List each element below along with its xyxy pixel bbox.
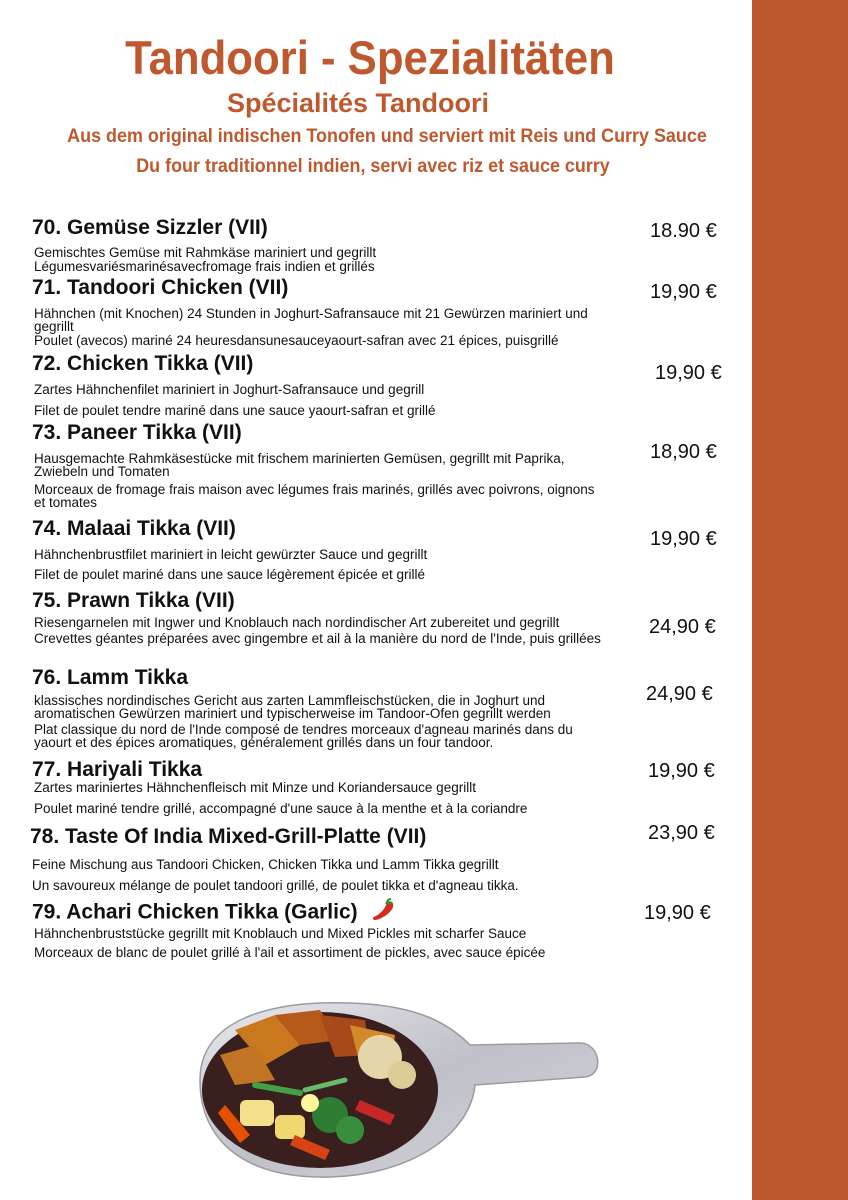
menu-item-price: 24,90 € bbox=[646, 683, 713, 705]
menu-item-name: 76. Lamm Tikka bbox=[32, 666, 189, 689]
tagline-french: Du four traditionnel indien, servi avec riz et sauce curry bbox=[136, 155, 610, 177]
menu-item-name bbox=[32, 898, 396, 928]
menu-item-price: 19,90 € bbox=[650, 281, 717, 303]
menu-item-desc-fr: Morceaux de fromage frais maison avec légumes frais marinés, grillés avec poivrons, oignons et tomates bbox=[34, 482, 595, 510]
menu-item-desc-fr: Légumesvariésmarinésavecfromage frais indien et grillés bbox=[34, 259, 375, 274]
menu-item-desc-de: Gemischtes Gemüse mit Rahmkäse mariniert und gegrillt bbox=[34, 245, 377, 260]
menu-item-price: 23,90 € bbox=[648, 822, 715, 844]
menu-item-price: 18,90 € bbox=[650, 441, 717, 463]
menu-item-desc-de: Hähnchenbrustfilet mariniert in leicht gewürzter Sauce und gegrillt bbox=[34, 547, 428, 562]
menu-item-desc-de: Zartes Hähnchenfilet mariniert in Joghurt-Safransauce und gegrill bbox=[34, 382, 425, 397]
menu-item-name: 73. Paneer Tikka (VII) bbox=[32, 421, 242, 444]
page-subtitle: Spécialités Tandoori bbox=[226, 88, 490, 118]
menu-item-desc-fr: Filet de poulet tendre mariné dans une sauce yaourt-safran et grillé bbox=[34, 403, 436, 418]
menu-item-desc-fr: Plat classique du nord de l'Inde composé de tendres morceaux d'agneau marinés dans du yaourt et des épices aromatiques, généralement grillés dans un four tandoor. bbox=[34, 722, 573, 750]
menu-item-desc-fr: Crevettes géantes préparées avec gingembre et ail à la manière du nord de l'Inde, puis grillées bbox=[34, 631, 601, 646]
menu-item-price: 19,90 € bbox=[648, 760, 715, 782]
menu-item-desc-fr: Poulet (avecos) mariné 24 heuresdansunesauceyaourt-safran avec 21 épices, puisgrillé bbox=[34, 333, 559, 348]
side-accent-bar bbox=[752, 0, 848, 1200]
menu-item-desc-de: Zartes mariniertes Hähnchenfleisch mit Minze und Koriandersauce gegrillt bbox=[34, 780, 476, 795]
menu-item-price: 24,90 € bbox=[649, 616, 716, 638]
menu-item-price: 18.90 € bbox=[650, 220, 717, 242]
menu-item-name: 75. Prawn Tikka (VII) bbox=[32, 589, 235, 612]
page-title: Tandoori - Spezialitäten bbox=[125, 31, 615, 84]
menu-item-desc-de: Riesengarnelen mit Ingwer und Knoblauch nach nordindischer Art zubereitet und gegrillt bbox=[34, 615, 560, 630]
menu-item-name: 77. Hariyali Tikka bbox=[32, 758, 203, 781]
menu-item-desc-fr: Filet de poulet mariné dans une sauce légèrement épicée et grillé bbox=[34, 567, 425, 582]
menu-item-desc-de: Hähnchen (mit Knochen) 24 Stunden in Joghurt-Safransauce mit 21 Gewürzen mariniert und gegrillt bbox=[34, 306, 588, 334]
menu-item-desc-fr: Morceaux de blanc de poulet grillé à l'ail et assortiment de pickles, avec sauce épicée bbox=[34, 945, 546, 960]
menu-item-desc-de: Hausgemachte Rahmkäsestücke mit frischem marinierten Gemüsen, gegrillt mit Paprika, Zwiebeln und Tomaten bbox=[34, 451, 565, 479]
sizzler-plate-image bbox=[180, 985, 610, 1185]
menu-item-desc-fr: Un savoureux mélange de poulet tandoori grillé, de poulet tikka et d'agneau tikka. bbox=[32, 878, 519, 893]
menu-item-desc-de: Hähnchenbruststücke gegrillt mit Knoblauch und Mixed Pickles mit scharfer Sauce bbox=[34, 926, 527, 941]
menu-item-price: 19,90 € bbox=[644, 902, 711, 924]
chili-pepper-icon bbox=[370, 898, 396, 928]
menu-item-desc-de: klassisches nordindisches Gericht aus zarten Lammfleischstücken, die in Joghurt und aromatischen Gewürzen mariniert und typischerweise im Tandoor-Ofen gegrillt werden bbox=[34, 693, 551, 721]
tagline-german: Aus dem original indischen Tonofen und serviert mit Reis und Curry Sauce bbox=[67, 125, 707, 147]
menu-item-price: 19,90 € bbox=[650, 528, 717, 550]
menu-item-name: 71. Tandoori Chicken (VII) bbox=[32, 276, 289, 299]
menu-item-name: 78. Taste Of India Mixed-Grill-Platte (VII) bbox=[30, 825, 427, 848]
menu-item-name-text: 79. Achari Chicken Tikka (Garlic) bbox=[32, 900, 358, 924]
menu-item-desc-fr: Poulet mariné tendre grillé, accompagné d'une sauce à la menthe et à la coriandre bbox=[34, 801, 528, 816]
menu-item-name: 70. Gemüse Sizzler (VII) bbox=[32, 216, 268, 239]
menu-item-name: 74. Malaai Tikka (VII) bbox=[32, 517, 236, 540]
menu-item-desc-de: Feine Mischung aus Tandoori Chicken, Chicken Tikka und Lamm Tikka gegrillt bbox=[32, 857, 499, 872]
menu-item-name: 72. Chicken Tikka (VII) bbox=[32, 352, 254, 375]
menu-item-price: 19,90 € bbox=[655, 362, 722, 384]
